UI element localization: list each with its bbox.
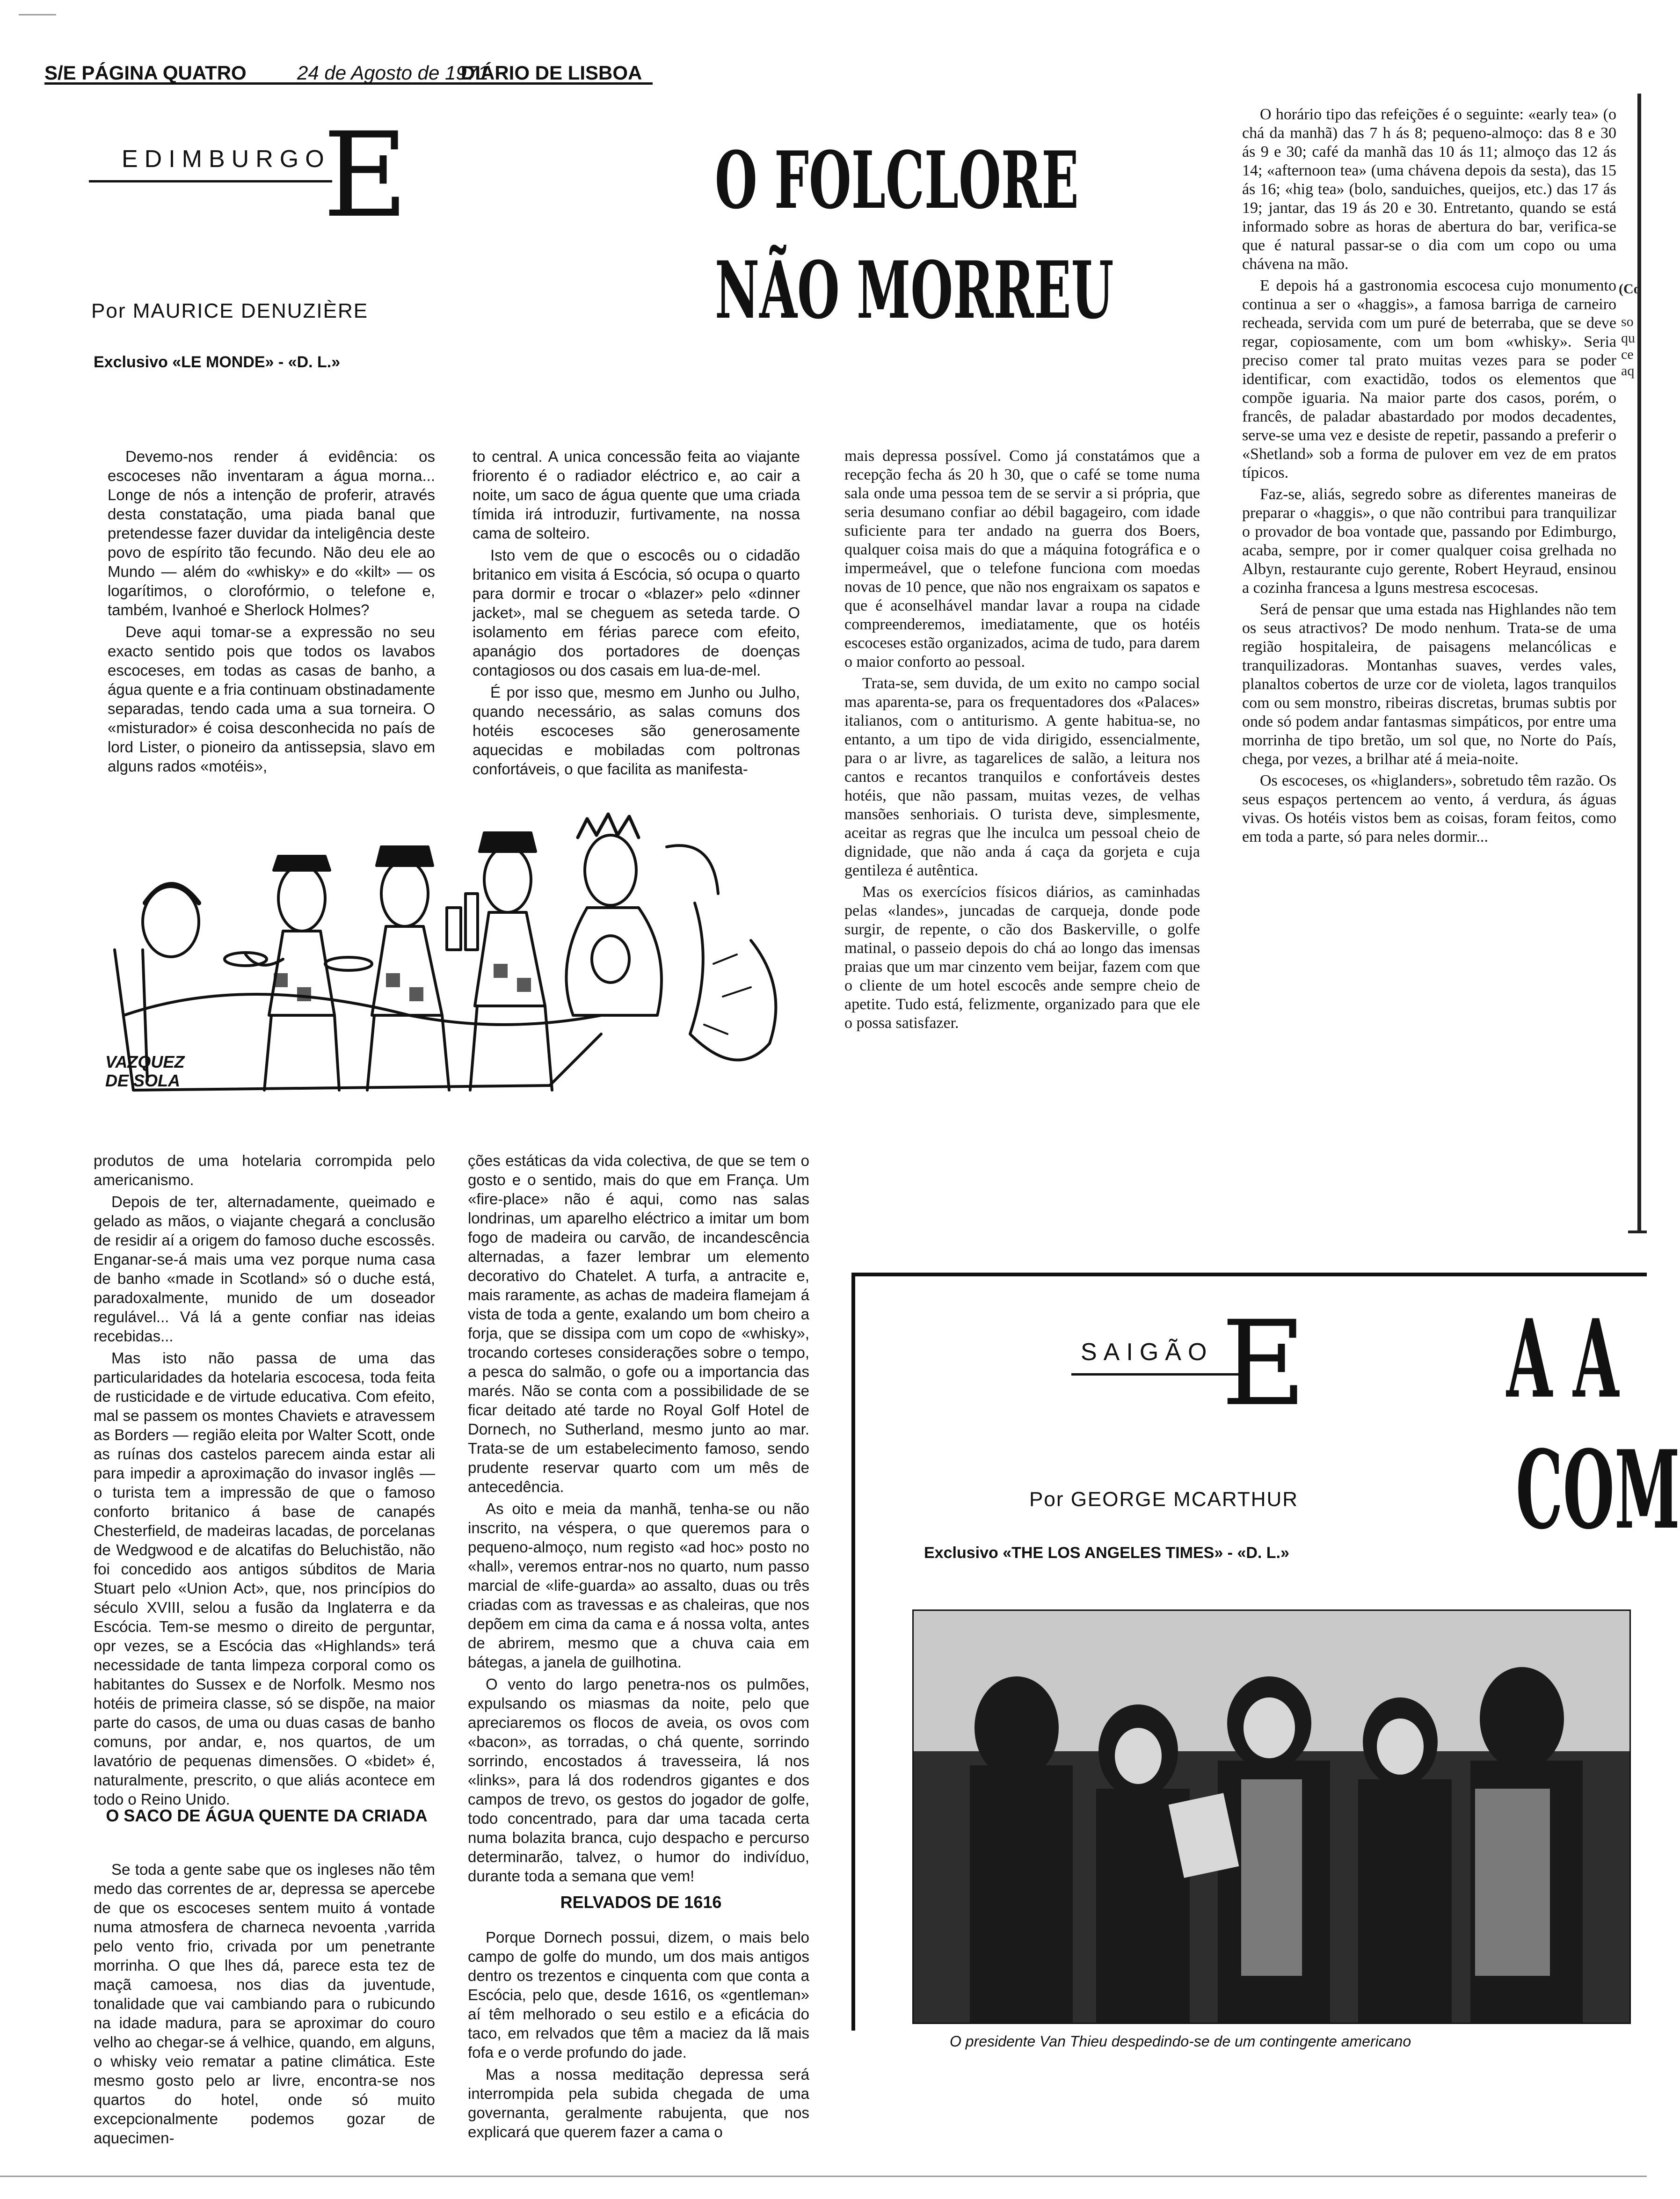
paragraph: Devemo-nos render á evidência: os escoceses não inventaram a água morna... Longe de nós a intenção de proferir, através desta constatação, uma piada banal que pretendesse fazer duvidar da inteligência deste povo de espírito tão fecundo. Não deu ele ao Mundo — além do «whisky» e do «kilt» — os logarítimos, o clorofórmio, o telefone e, também, Ivanhoé e Sherlock Holmes? — [108, 448, 435, 619]
page-label: S/E PÁGINA QUATRO — [44, 62, 247, 84]
section-label-saigao: SAIGÃO — [1081, 1339, 1214, 1366]
exclusive-credit: Exclusivo «LE MONDE» - «D. L.» — [94, 353, 341, 371]
paragraph: Faz-se, aliás, segredo sobre as diferentes maneiras de preparar o «haggis», o que não contribui para tranquilizar o provador de boa vontade que, passando por Edimburgo, acaba, sempre, por ir comer qualquer coisa grelhada no Albyn, restaurante cujo gerente, Robert Heyraud, ensinou a cozinha francesa a lguns mestresa escocesas. — [1242, 486, 1616, 597]
issue-date: 24 de Agosto de 1971 — [297, 62, 489, 84]
article-column-1-after-subhead — [94, 1860, 435, 2150]
section-rule — [1071, 1373, 1244, 1376]
article-column-3 — [844, 447, 1200, 1242]
paragraph: ções estáticas da vida colectiva, de que se tem o gosto e o sentido, mais do que em França. Um «fire-place» não é aqui, como nas salas londrinas, um aparelho eléctrico a imitar um bom fogo de madeira ou carvão, de incandescência alternadas, a fazer lembrar um elemento decorativo do Chatelet. A turfa, a antracite e, mais raramente, as achas de madeira flamejam á vista de toda a gente, exalando um bom cheiro a forja, que se dissipa com um copo de «whisky», trocando corteses considerações sobre o tempo, a pesca do salmão, o gofe ou a importancia das marés. Não se conta com a possibilidade de se ficar deitado até tarde no Royal Golf Hotel de Dornech, no Sutherland, mesmo junto ao mar. Trata-se de um estabelecimento famoso, sendo prudente reservar quarto com um mês de antecedência. — [468, 1152, 809, 1495]
paragraph: O horário tipo das refeições é o seguinte: «early tea» (o chá da manhã) das 7 h ás 8; pequeno-almoço: das 8 e 30 ás 9 e 30; café da manhã das 10 ás 11; almoço das 12 ás 14; «afternoon tea» (uma chávena depois da sesta), das 15 ás 16; «hig tea» (bolo, sanduiches, queijos, etc.) das 17 ás 19; jantar, das 19 ás 20 e 30. Entretanto, quando se está informado sobre as horas de abertura do bar, verifica-se que é natural passar-se o dia com um copo ou uma chávena na mão. — [1242, 106, 1616, 273]
article-column-1-bottom — [94, 1151, 435, 1808]
article-column-2-top — [473, 447, 800, 778]
subheading-relvados: RELVADOS DE 1616 — [560, 1893, 722, 1912]
section-logo-icon: E — [323, 107, 408, 243]
cartoon-illustration — [105, 753, 835, 1132]
paragraph: Se toda a gente sabe que os ingleses não têm medo das correntes de ar, depressa se apercebe de que os escoceses sentem muito á vontade numa atmosfera de charneca nevoenta ,varrida pelo vento frio, crivada por um penetrante morrinha. O que lhes dá, parece esta tez de maçã camoesa, nos dias da juventude, tonalidade que vai cambiando para o rubicundo na idade madura, para se aproximar do couro velho ao chegar-se á velhice, quando, em alguns, o whisky veio rematar a patine climática. Este mesmo gosto pelo ar livre, encontra-se nos quartos do hotel, onde só muito excepcionalmente podemos gozar de aquecimen- — [94, 1861, 435, 2147]
subheading-water-bottle: O SACO DE ÁGUA QUENTE DA CRIADA — [106, 1806, 428, 1825]
exclusive-credit-saigao: Exclusivo «THE LOS ANGELES TIMES» - «D. L.» — [924, 1544, 1289, 1562]
section-logo-icon: E — [1221, 1296, 1307, 1432]
section-rule — [89, 180, 332, 182]
box-border-left — [851, 1273, 855, 2031]
article-column-2-after-subhead — [468, 1928, 809, 2148]
article-column-2-bottom — [468, 1151, 809, 1885]
paragraph: Mas a nossa meditação depressa será interrompida pela subida chegada de uma governanta, geralmente rabujenta, que nos explicará que querem fazer a cama o — [468, 2066, 809, 2141]
newspaper-name: DIÁRIO DE LISBOA — [461, 62, 642, 84]
paragraph: Os escoceses, os «higlanders», sobretudo têm razão. Os seus espaços pertencem ao vento, á verdura, ás águas vivas. Os hotéis vistos bem as coisas, foram feitos, como em toda a parte, só para neles dormir... — [1242, 772, 1616, 845]
paragraph: É por isso que, mesmo em Junho ou Julho, quando necessário, as salas comuns dos hotéis escoceses são generosamente aquecidas e mobiladas com poltronas confortáveis, o que facilita as manifesta- — [473, 684, 800, 778]
headline-fragment-2: COM — [1516, 1427, 1680, 1553]
paragraph: Trata-se, sem duvida, de um exito no campo social mas aparenta-se, para os frequentadores dos «Palaces» italianos, com o antiturismo. A gente habitua-se, no entanto, a um tipo de vida dirigido, essencialmente, para o ar livre, as tagarelices de salão, a leitura nos cantos e recantos tranquilos e confortáveis destes hotéis, que não passam, muitas vezes, de velhas mansões senhoriais. O turista deve, simplesmente, aceitar as regras que lhe inculca um pessoal cheio de dignidade, que não anda á caça da gorjeta e cuja gentileza é autêntica. — [844, 675, 1200, 879]
paragraph: Mas os exercícios físicos diários, as caminhadas pelas «landes», juncadas de carqueja, donde pode surgir, de repente, o cão dos Baskerville, o golfe matinal, o passeio depois do chá ao longo das imensas praias que um mar cinzento vem beijar, fazem com que o cliente de um hotel escocês ande sempre cheio de apetite. Tudo está, felizmente, organizado para que ele o possa satisfazer. — [844, 883, 1200, 1032]
cutoff-text: ce — [1621, 347, 1634, 362]
scan-edge — [0, 2176, 1647, 2177]
illustrator-signature: VAZQUEZ DE SOLA — [105, 1052, 185, 1090]
article-column-4 — [1242, 105, 1616, 1247]
column-rule-right — [1637, 94, 1641, 1231]
article-column-1-top — [108, 447, 435, 775]
paragraph: Isto vem de que o escocês ou o cidadão britanico em visita á Escócia, só ocupa o quarto para dormir e trocar o «blazer» pelo «dinner jacket», mal se cheguem as seteda tarde. O isolamento em férias parece com efeito, apanágio dos portadores de doenças contagiosos ou dos casais em lua-de-mel. — [473, 546, 800, 679]
paragraph: Será de pensar que uma estada nas Highlandes não tem os seus atractivos? De modo nenhum. Trata-se de uma região hospitaleira, de paisagens melancólicas e tranquilizadoras. Montanhas suaves, verdes vales, planaltos cobertos de urze cor de violeta, lagos tranquilos com ou sem monstro, ribeiras discretas, brumas subtis por onde só podem andar fantasmas simpáticos, por entre uma morrinha de tipo bretão, um sol que, no Norte do País, chega, por vezes, a brilhar até á meia-noite. — [1242, 601, 1616, 768]
cartoon-maids-breakfast-icon — [105, 753, 835, 1132]
page-header — [44, 55, 653, 85]
paragraph: Depois de ter, alternadamente, queimado e gelado as mãos, o viajante chegará a conclusão de residir aí a origem do famoso duche escossês. Enganar-se-á mais uma vez porque numa casa de banho «made in Scotland» só o duche está, paradoxalmente, munido de um doseador regulável... Vá lá a gente confiar nas ideias recebidas... — [94, 1193, 435, 1345]
byline-saigao: Por GEORGE MCARTHUR — [1029, 1488, 1299, 1511]
paragraph: to central. A unica concessão feita ao viajante friorento é o radiador eléctrico e, ao cair a noite, um saco de água quente que uma criada tímida irá introduzir, furtivamente, na nossa cama de solteiro. — [473, 448, 800, 542]
cutoff-text: so — [1621, 314, 1634, 329]
paragraph: Mas isto não passa de uma das particularidades da hotelaria escocesa, toda feita de rusticidade e de virtude educativa. Com efeito, mal se passem os montes Chaviets e atravessem as Borders — região eleita por Walter Scott, onde as ruínas dos castelos parecem ainda estar ali para impedir a aproximação do invasor inglês — o turista tem a impressão de que o famoso conforto britanico á base de canapés Chesterfield, de madeiras lacadas, de porcelanas de Wedgwood e de alcatifas do Beluchistão, não foi concedido aos antigos súbditos de Maria Stuart pelo «Union Act», que, nos princípios do século XVIII, selou a fusão da Inglaterra e da Escócia. Tem-se mesmo o direito de perguntar, opr vezes, se a Escócia das «Highlands» terá necessidade de tanta limpeza corporal como os habitantes do Sussex e de Norfolk. Mesmo nos hotéis de primeira classe, só se dispõe, na maior parte do casos, de uma ou duas casas de banho comuns, por andar, e, nos quartos, de um lavatório de pequenas dimensões. O «bidet» é, naturalmente, prescrito, o que aliás acontece em todo o Reino Unido. — [94, 1349, 435, 1808]
paragraph: Deve aqui tomar-se a expressão no seu exacto sentido pois que todos os lavabos escoceses, em todas as casas de banho, a água quente e a fria continuam obstinadamente separadas, tendo cada uma a sua torneira. O «misturador» é coisa desconhecida no país de lord Lister, o pioneiro da antissepsia, slavo em alguns rados «motéis», — [108, 623, 435, 775]
box-border-top — [851, 1273, 1647, 1276]
headline-line-1: O FOLCLORE — [715, 134, 1079, 226]
paragraph: mais depressa possível. Como já constatámos que a recepção fecha ás 20 h 30, que o café se tome numa sala onde uma pessoa tem de se servir a si própria, que seria desumano confiar ao débil bagageiro, com idade suficiente para ter andado na guerra dos Boers, qualquer coisa mais do que a máquina fotográfica e o impermeável, que o telefone funciona com moedas novas de 10 pence, que não nos engraixam os sapatos e que é aconselhável mandar lavar a roupa na cidade compreenderemos, imediatamente, que os hotéis escoceses estão organizados, acima de tudo, para darem o maior conforto ao pessoal. — [844, 447, 1200, 670]
headline-line-2: NÃO MORREU — [715, 244, 1114, 336]
paragraph: As oito e meia da manhã, tenha-se ou não inscrito, na véspera, o que queremos para o pequeno-almoço, num registo «ad hoc» posto no «hall», veremos entrar-nos no quarto, num passo marcial de «life-guarda» ao assalto, duas ou três criadas com as travessas e as chaleiras, que nos depõem em cima da cama e á nossa volta, antes de abrirem, mesmo que a chuva caia em bátegas, a janela de guilhotina. — [468, 1500, 809, 1671]
cutoff-text: aq — [1621, 363, 1635, 379]
column-rule-foot — [1628, 1231, 1647, 1233]
cutoff-text: qu — [1621, 330, 1635, 346]
paragraph: O vento do largo penetra-nos os pulmões, expulsando os miasmas da noite, pelo que apreciaremos os flocos de aveia, os ovos com «bacon», as torradas, o chá quente, sorrindo sorrindo, encostados á travesseira, lá nos «links», para lá dos rodendros gigantes e dos campos de trevo, os gestos do jogador de golfe, todo concentrado, para dar uma tacada certa numa bolazita branca, cujo despacho e percurso determinarão, talvez, o humor do indivíduo, durante toda a semana que vem! — [468, 1675, 809, 1885]
section-label-edimburgo: EDIMBURGO — [122, 146, 331, 173]
byline: Por MAURICE DENUZIÈRE — [91, 299, 369, 322]
news-photo — [912, 1609, 1631, 2024]
paragraph: Porque Dornech possui, dizem, o mais belo campo de golfe do mundo, um dos mais antigos dentro os trezentos e cinquenta com que conta a Escócia, pelo que, desde 1616, os «gentleman» aí têm melhorado o seu estilo e a eficácia do taco, em relvados que têm a maciez da lã mais fofa e o verde profundo do jade. — [468, 1929, 809, 2061]
paragraph: produtos de uma hotelaria corrompida pelo americanismo. — [94, 1152, 435, 1188]
paragraph: E depois há a gastronomia escocesa cujo monumento continua a ser o «haggis», a famosa barriga de carneiro recheada, servida com um puré de beterraba, que se deve regar, copiosamente, com um bom «whisky». Seria preciso comer tal prato muitas vezes para se poder identificar, com exactidão, todos os elementos que compõe iguaria. Na maior parte dos casos, porém, o francês, de paladar abastardado por modos decadentes, serve-se uma vez e desiste de repetir, passando a preferir o «Shetland» sob a forma de pulover em vez de em pratos típicos. — [1242, 277, 1616, 481]
scan-mark — [19, 14, 56, 15]
photo-icon — [914, 1611, 1629, 2023]
photo-caption: O presidente Van Thieu despedindo-se de um contingente americano — [950, 2033, 1411, 2050]
headline-fragment-1: A A — [1506, 1296, 1619, 1422]
cutoff-text: (Co — [1619, 281, 1641, 297]
